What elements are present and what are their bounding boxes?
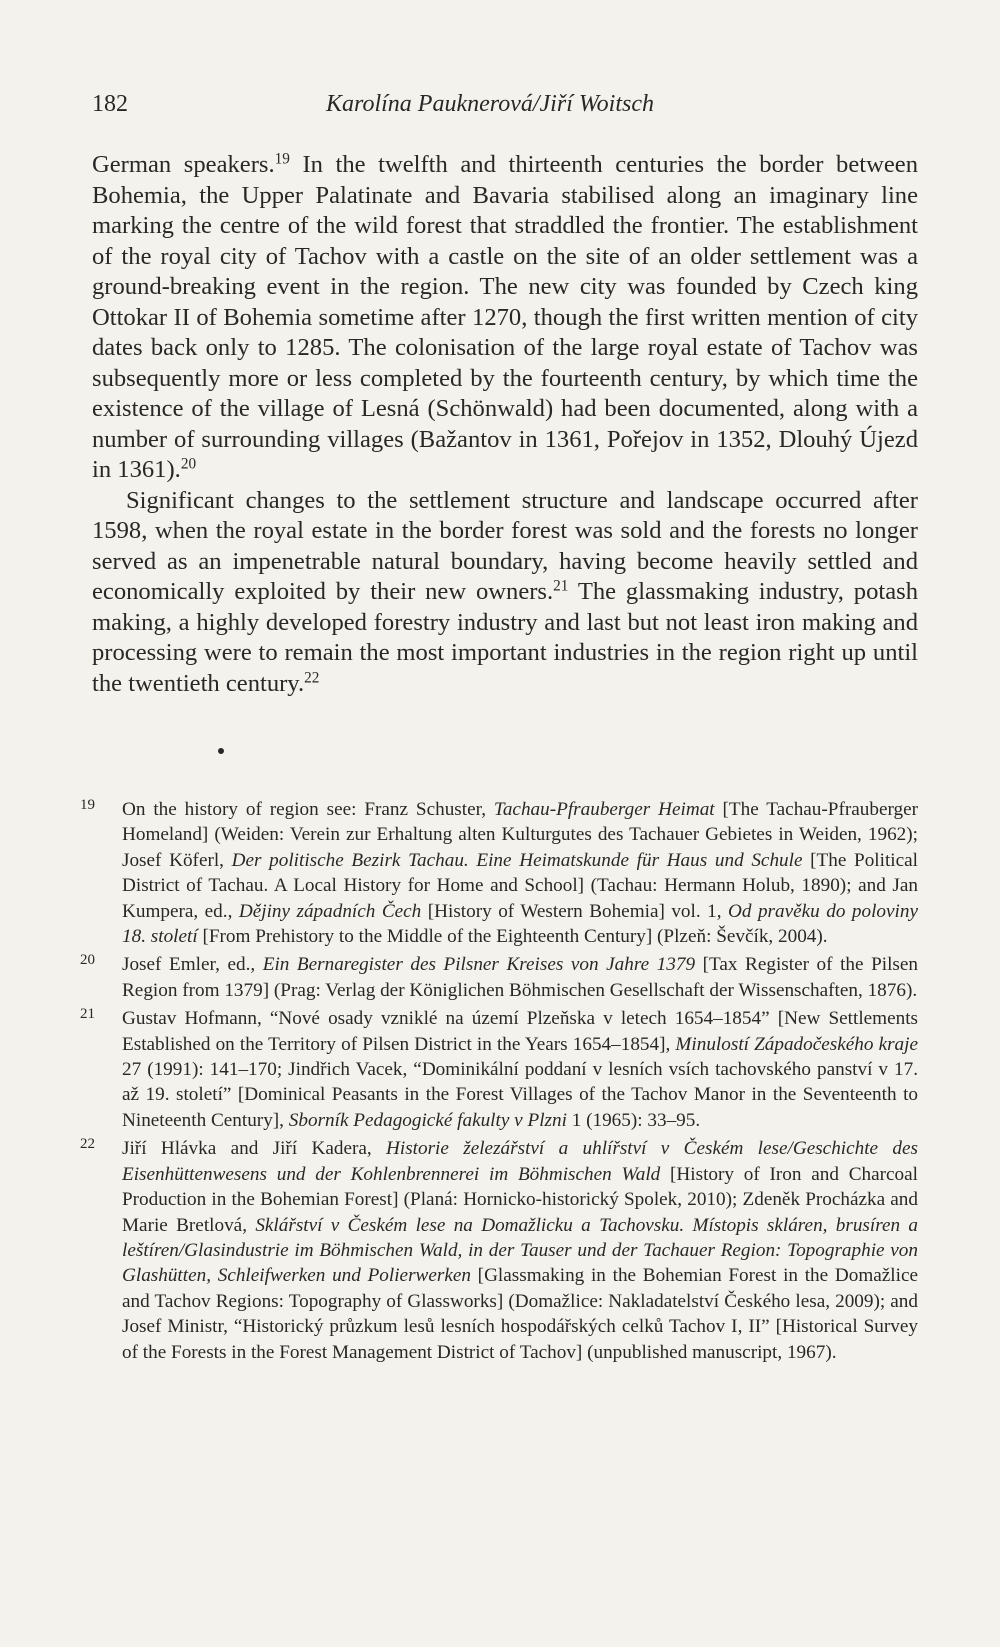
footnote-title: Od pravěku do poloviny 18. století [122, 900, 918, 948]
footnote-text: [The Political District of Tachau. A Local History for Home and School] (Tachau: Hermann Holub, 1890); and Jan Kumpera, ed., [122, 849, 918, 922]
running-title: Karolína Pauknerová/Jiří Woitsch [326, 91, 654, 117]
footnotes [80, 797, 918, 1368]
footnote-title: Historie železářství a uhlířství v Českém lese/Geschichte des Eisenhüttenwesens und der Kohlenbrennerei im Böhmischen Wald [122, 1138, 918, 1185]
footnote-text: Josef Emler, ed., [122, 954, 263, 976]
footnote-title: Minulostí Západočeského kraje [675, 1033, 918, 1055]
footnote-text: [From Prehistory to the Middle of the Eighteenth Century] (Plzeň: Ševčík, 2004). [197, 926, 828, 948]
footnote-text: [Tax Register of the Pilsen Region from 1379] (Prag: Verlag der Königlichen Böhmischen Gesellschaft der Wissenschaften, 1876). [122, 954, 918, 1001]
footnote-text: [History of Western Bohemia] vol. 1, [421, 900, 729, 922]
paragraph-1-text-b: In the twelfth and thirteenth centuries the border between Bohemia, the Upper Palatinate and Bavaria stabilised along an imaginary line marking the centre of the wild forest that straddled the frontier. The establishment of the royal city of Tachov with a castle on the site of an older settlement was a ground-breaking event in the region. The new city was founded by Czech king Ottokar II of Bohemia sometime after 1270, though the first written mention of city dates back only to 1285. The colonisation of the large royal estate of Tachov was subsequently more or less completed by the fourteenth century, by which time the existence of the village of Lesná (Schönwald) had been documented, along with a number of surrounding villages (Bažantov in 1361, Pořejov in 1352, Dlouhý Újezd in 1361). [92, 151, 918, 483]
section-separator-dot [218, 748, 224, 754]
footnote-19 [80, 797, 918, 949]
main-text [92, 150, 918, 699]
paragraph-2-text-a: Significant changes to the settlement structure and landscape occurred after 1598, when the royal estate in the border forest was sold and the forests no longer served as an impenetrable natural boundary, having become heavily settled and economically exploited by their new owners. [92, 486, 918, 605]
footnote-text: 1 (1965): 33–95. [566, 1109, 701, 1131]
paragraph-1 [92, 150, 918, 486]
paragraph-2-text-b: The glassmaking industry, potash making, a highly developed forestry industry and last but not least iron making and processing were to remain the most important industries in the region right up until the twentieth century. [92, 578, 918, 697]
footnote-ref-22: 22 [304, 669, 320, 687]
running-header [92, 86, 692, 122]
footnote-20 [80, 952, 918, 1003]
footnote-text: Gustav Hofmann, “Nové osady vzniklé na území Plzeňska v letech 1654–1854” [New Settlements Established on the Territory of Pilsen District in the Years 1654–1854], [122, 1008, 918, 1055]
footnote-title: Sklářství v Českém lese na Domažlicku a Tachovsku. Místopis skláren, brusíren a leštíren/Glasindustrie im Böhmischen Wald, in der Tauser und der Tachauer Region: Topographie von Glashütten, Schleifwerken und Polierwerken [122, 1214, 918, 1287]
footnote-text: [The Tachau-Pfrauberger Homeland] (Weiden: Verein zur Erhaltung alten Kulturgutes des Tachauer Gebietes in Weiden, 1962); Josef Köferl, [122, 799, 919, 871]
paragraph-1-text-a: German speakers. [92, 151, 275, 178]
footnote-ref-20: 20 [180, 455, 197, 473]
page-number: 182 [92, 91, 128, 117]
footnote-ref-21: 21 [553, 577, 569, 595]
footnote-text: On the history of region see: Franz Schuster, [122, 799, 494, 820]
footnote-text: Jiří Hlávka and Jiří Kadera, [122, 1138, 387, 1160]
footnote-number: 21 [80, 1006, 95, 1023]
paragraph-2 [92, 486, 918, 700]
footnote-text: [History of Iron and Charcoal Production in the Bohemian Forest] (Planá: Hornicko-historický Spolek, 2010); Zdeněk Procházka and Marie Bretlová, [122, 1163, 918, 1236]
footnote-21 [80, 1006, 918, 1133]
footnote-title: Sborník Pedagogické fakulty v Plzni [288, 1109, 567, 1131]
footnote-ref-19: 19 [274, 150, 290, 168]
footnote-title: Tachau-Pfrauberger Heimat [493, 799, 715, 820]
footnote-22 [80, 1136, 918, 1365]
footnote-number: 20 [80, 952, 95, 969]
footnote-title: Der politische Bezirk Tachau. Eine Heimatskunde für Haus und Schule [231, 849, 803, 871]
footnote-number: 19 [80, 797, 95, 813]
footnote-text: 27 (1991): 141–170; Jindřich Vacek, “Dominikální poddaní v lesních vsích tachovského panství v 17. až 19. století” [Dominical Peasants in the Forest Villages of the Tachov Manor in the Seventeenth to Nineteenth Century], [122, 1059, 918, 1131]
footnote-number: 22 [80, 1136, 95, 1153]
footnote-title: Ein Bernaregister des Pilsner Kreises von Jahre 1379 [262, 954, 696, 976]
footnote-text: [Glassmaking in the Bohemian Forest in the Domažlice and Tachov Regions: Topography of Glassworks] (Domažlice: Nakladatelství Českého lesa, 2009); and Josef Ministr, “Historický průzkum lesů lesních hospodářských celků Tachov I, II” [Historical Survey of the Forests in the Forest Management District of Tachov] (unpublished manuscript, 1967). [122, 1265, 918, 1363]
footnote-title: Dějiny západních Čech [238, 900, 422, 922]
